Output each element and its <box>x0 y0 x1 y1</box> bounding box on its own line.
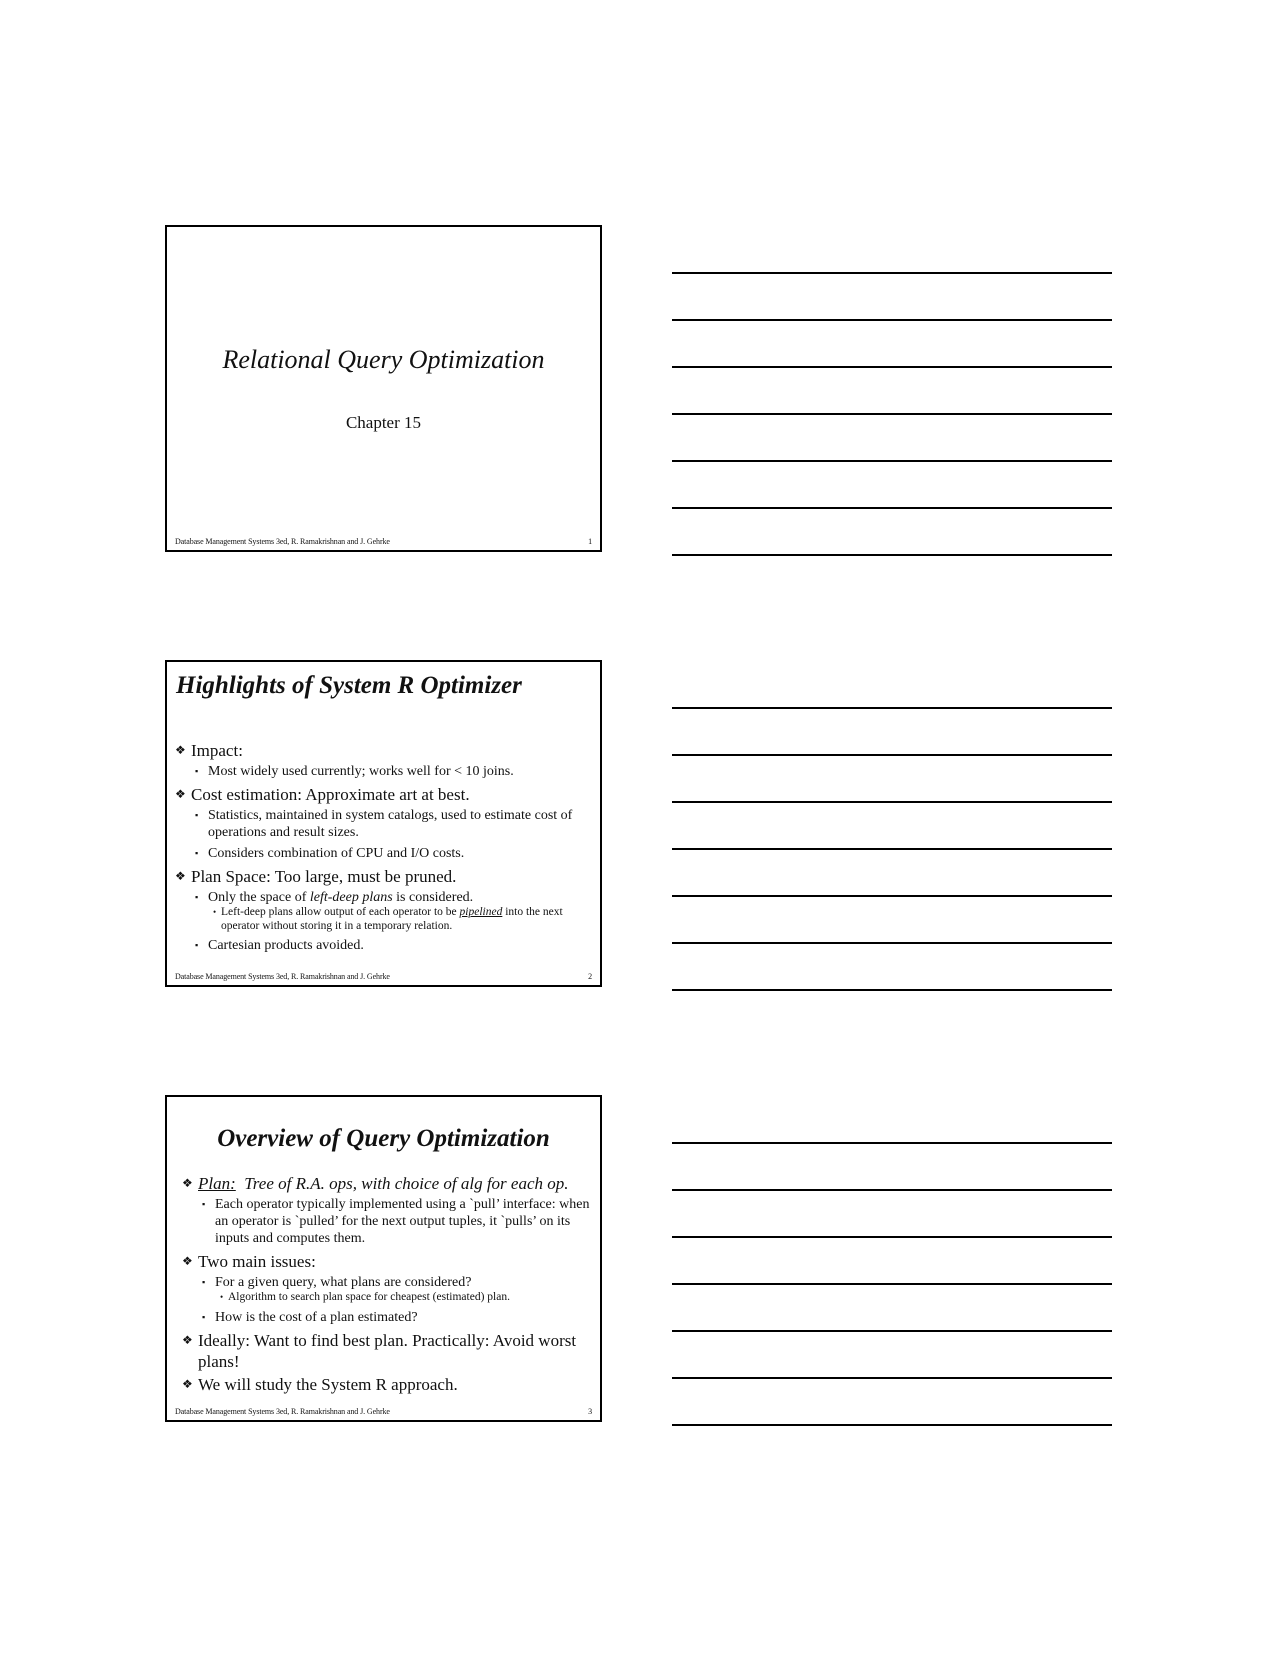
note-line <box>672 1283 1112 1285</box>
slide-number: 3 <box>588 1407 592 1416</box>
slide-number: 1 <box>588 537 592 546</box>
text-run: Left-deep plans allow output of each operator to be <box>221 906 460 918</box>
dot-bullet-icon: • <box>220 1292 224 1302</box>
note-line <box>672 1377 1112 1379</box>
emphasis-text: Plan: <box>198 1174 236 1193</box>
footer-credit: Database Management Systems 3ed, R. Ramakrishnan and J. Gehrke <box>175 972 390 981</box>
square-bullet-icon: ▪ <box>195 940 199 950</box>
bullet-text: We will study the System R approach. <box>198 1374 458 1394</box>
sub-bullet-item <box>195 763 590 780</box>
bullet-text: Two main issues: <box>198 1252 316 1271</box>
footer-credit: Database Management Systems 3ed, R. Ramakrishnan and J. Gehrke <box>175 1407 390 1416</box>
square-bullet-icon: ▪ <box>202 1199 206 1209</box>
note-line <box>672 413 1112 415</box>
slide-2 <box>165 660 602 987</box>
note-line <box>672 707 1112 709</box>
diamond-bullet-icon: ❖ <box>182 1176 193 1190</box>
bullet-item <box>182 1330 590 1372</box>
diamond-bullet-icon: ❖ <box>182 1376 193 1391</box>
bullet-text: Most widely used currently; works well for < 10 joins. <box>208 764 514 779</box>
bullet-text <box>221 906 590 933</box>
note-line <box>672 460 1112 462</box>
note-line <box>672 272 1112 274</box>
sub-bullet-item <box>202 1309 590 1326</box>
bullet-text <box>198 1173 569 1194</box>
text-run: Only the space of <box>208 890 310 905</box>
emphasis-text: pipelined <box>459 906 503 918</box>
slide-title: Overview of Query Optimization <box>217 1125 550 1152</box>
bullet-text: For a given query, what plans are considered? <box>215 1275 472 1290</box>
square-bullet-icon: ▪ <box>195 892 199 902</box>
bullet-item <box>175 866 590 887</box>
sub-bullet-item <box>195 937 590 954</box>
note-line <box>672 942 1112 944</box>
note-line <box>672 319 1112 321</box>
bullet-text: How is the cost of a plan estimated? <box>215 1309 418 1325</box>
dot-bullet-icon: • <box>213 907 217 917</box>
note-line <box>672 989 1112 991</box>
slide-title: Relational Query Optimization <box>222 345 545 374</box>
bullet-item <box>175 740 590 761</box>
bullet-item <box>182 1374 590 1395</box>
note-line <box>672 1424 1112 1426</box>
slide-footer <box>175 537 592 546</box>
slide-3 <box>165 1095 602 1422</box>
sub-bullet-item <box>195 889 590 906</box>
bullet-text: Cost estimation: Approximate art at best. <box>191 785 470 804</box>
bullet-text: Statistics, maintained in system catalogs, used to estimate cost of operations and result sizes. <box>208 808 573 840</box>
note-line <box>672 848 1112 850</box>
note-line <box>672 1236 1112 1238</box>
sub-bullet-item <box>202 1196 590 1247</box>
sub-bullet-item <box>202 1274 590 1291</box>
note-line <box>672 554 1112 556</box>
note-line <box>672 1189 1112 1191</box>
slide-title: Highlights of System R Optimizer <box>176 672 522 699</box>
text-run: is considered. <box>392 890 474 905</box>
square-bullet-icon: ▪ <box>202 1277 206 1287</box>
note-line <box>672 895 1112 897</box>
bullet-text: Algorithm to search plan space for cheapest (estimated) plan. <box>228 1291 510 1303</box>
slide-footer <box>175 1407 592 1416</box>
sub-sub-bullet-item <box>220 1291 590 1305</box>
emphasis-text: left-deep plans <box>309 890 393 905</box>
footer-credit: Database Management Systems 3ed, R. Ramakrishnan and J. Gehrke <box>175 537 390 546</box>
sub-bullet-item <box>195 845 590 862</box>
note-line <box>672 507 1112 509</box>
slide-body <box>182 1173 590 1397</box>
note-line <box>672 754 1112 756</box>
diamond-bullet-icon: ❖ <box>182 1332 193 1347</box>
diamond-bullet-icon: ❖ <box>182 1254 193 1268</box>
text-run: into the next operator without storing it in a temporary relation. <box>221 906 563 932</box>
note-line <box>672 1142 1112 1144</box>
sub-bullet-item <box>195 807 590 841</box>
bullet-item <box>182 1251 590 1272</box>
bullet-text: Ideally: Want to find best plan. Practically: Avoid worst plans! <box>198 1330 577 1371</box>
diamond-bullet-icon: ❖ <box>175 787 186 801</box>
note-line <box>672 1330 1112 1332</box>
slide-1 <box>165 225 602 552</box>
bullet-item <box>182 1173 590 1194</box>
diamond-bullet-icon: ❖ <box>175 743 186 757</box>
bullet-text: Each operator typically implemented using a `pull’ interface: when an operator is `pulled’ for the next output tuples, it `pulls’ on its inputs and computes them. <box>215 1197 590 1246</box>
note-line <box>672 801 1112 803</box>
bullet-text: Considers combination of CPU and I/O costs. <box>208 846 465 861</box>
text-run: Tree of R.A. ops, with choice of alg for each op. <box>235 1174 569 1193</box>
bullet-item <box>175 784 590 805</box>
slide-body <box>175 740 590 958</box>
bullet-text: Cartesian products avoided. <box>208 938 364 953</box>
note-line <box>672 366 1112 368</box>
slide-number: 2 <box>588 972 592 981</box>
square-bullet-icon: ▪ <box>202 1311 206 1322</box>
bullet-text <box>208 889 473 906</box>
square-bullet-icon: ▪ <box>195 766 199 776</box>
slide-subtitle: Chapter 15 <box>345 413 422 432</box>
diamond-bullet-icon: ❖ <box>175 869 186 883</box>
sub-sub-bullet-item <box>213 906 590 933</box>
square-bullet-icon: ▪ <box>195 810 199 820</box>
slide-footer <box>175 972 592 981</box>
bullet-text: Impact: <box>191 741 243 760</box>
square-bullet-icon: ▪ <box>195 848 199 858</box>
bullet-text: Plan Space: Too large, must be pruned. <box>191 867 457 886</box>
